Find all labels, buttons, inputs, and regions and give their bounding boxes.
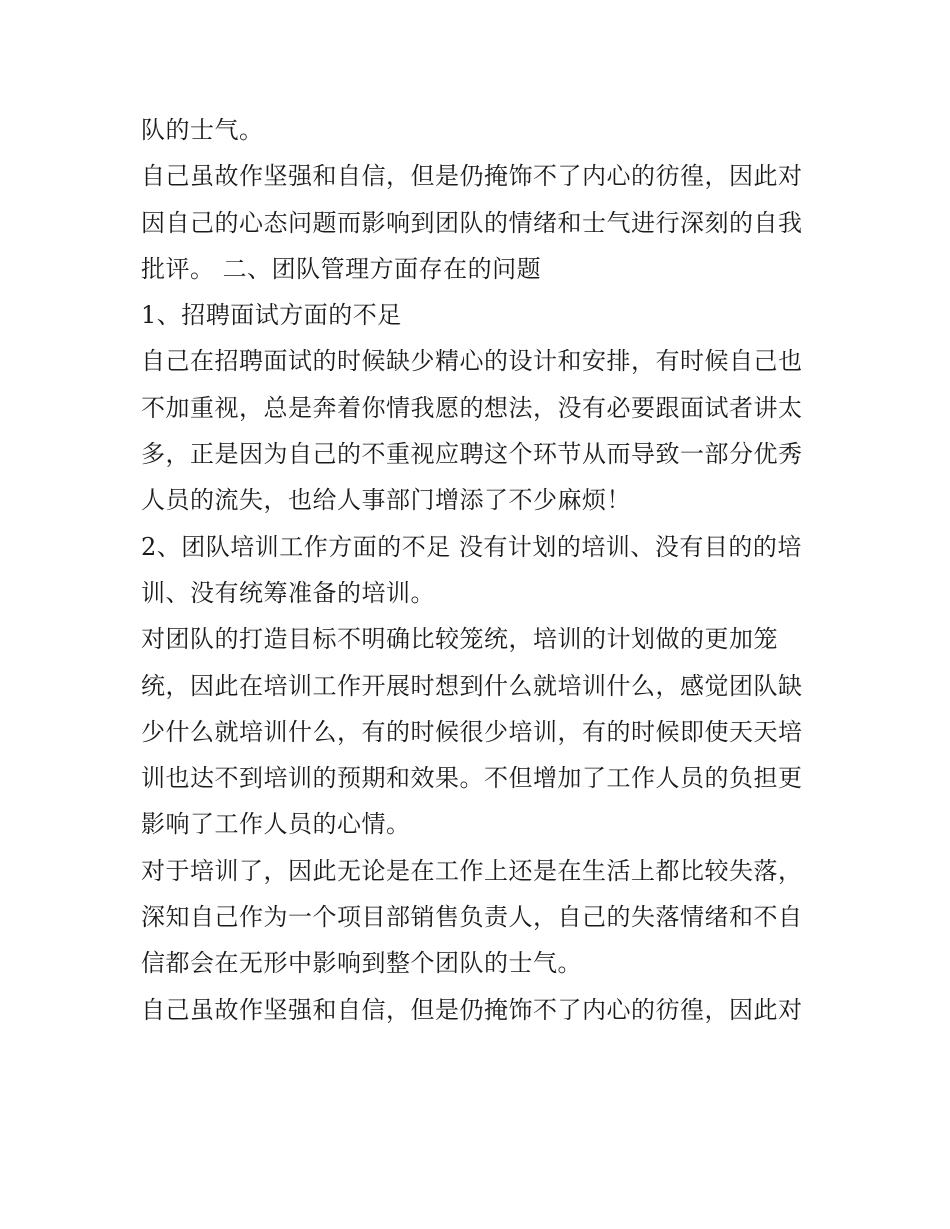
section-heading: 2、团队培训工作方面的不足 没有计划的培训、没有目的的培 bbox=[141, 532, 802, 561]
text-line: 不加重视，总是奔着你情我愿的想法，没有必要跟面试者讲太 bbox=[141, 393, 803, 422]
text-line: 影响了工作人员的心情。 bbox=[141, 810, 411, 839]
text-line: 因自己的心态问题而影响到团队的情绪和士气进行深刻的自我 bbox=[141, 208, 803, 237]
section-heading: 1、招聘面试方面的不足 bbox=[141, 301, 402, 330]
text-line: 自己虽故作坚强和自信，但是仍掩饰不了内心的彷徨，因此对 bbox=[141, 995, 803, 1024]
text-line: 少什么就培训什么，有的时候很少培训，有的时候即使天天培 bbox=[141, 717, 803, 746]
text-line: 对团队的打造目标不明确比较笼统，培训的计划做的更加笼 bbox=[141, 625, 778, 654]
text-line: 自己在招聘面试的时候缺少精心的设计和安排，有时候自己也 bbox=[141, 347, 803, 376]
text-line: 训、没有统筹准备的培训。 bbox=[141, 578, 435, 607]
text-line: 对于培训了，因此无论是在工作上还是在生活上都比较失落， bbox=[141, 856, 803, 885]
text-line: 批评。 二、团队管理方面存在的问题 bbox=[141, 254, 542, 283]
document-body bbox=[141, 107, 841, 1033]
text-line: 深知自己作为一个项目部销售负责人，自己的失落情绪和不自 bbox=[141, 903, 803, 932]
text-line: 自己虽故作坚强和自信，但是仍掩饰不了内心的彷徨，因此对 bbox=[141, 162, 803, 191]
text-line: 多，正是因为自己的不重视应聘这个环节从而导致一部分优秀 bbox=[141, 440, 803, 469]
text-line: 训也达不到培训的预期和效果。不但增加了工作人员的负担更 bbox=[141, 764, 803, 793]
text-line: 信都会在无形中影响到整个团队的士气。 bbox=[141, 949, 582, 978]
text-line: 统，因此在培训工作开展时想到什么就培训什么，感觉团队缺 bbox=[141, 671, 803, 700]
text-line: 人员的流失，也给人事部门增添了不少麻烦！ bbox=[141, 486, 631, 515]
text-line: 队的士气。 bbox=[141, 116, 264, 144]
